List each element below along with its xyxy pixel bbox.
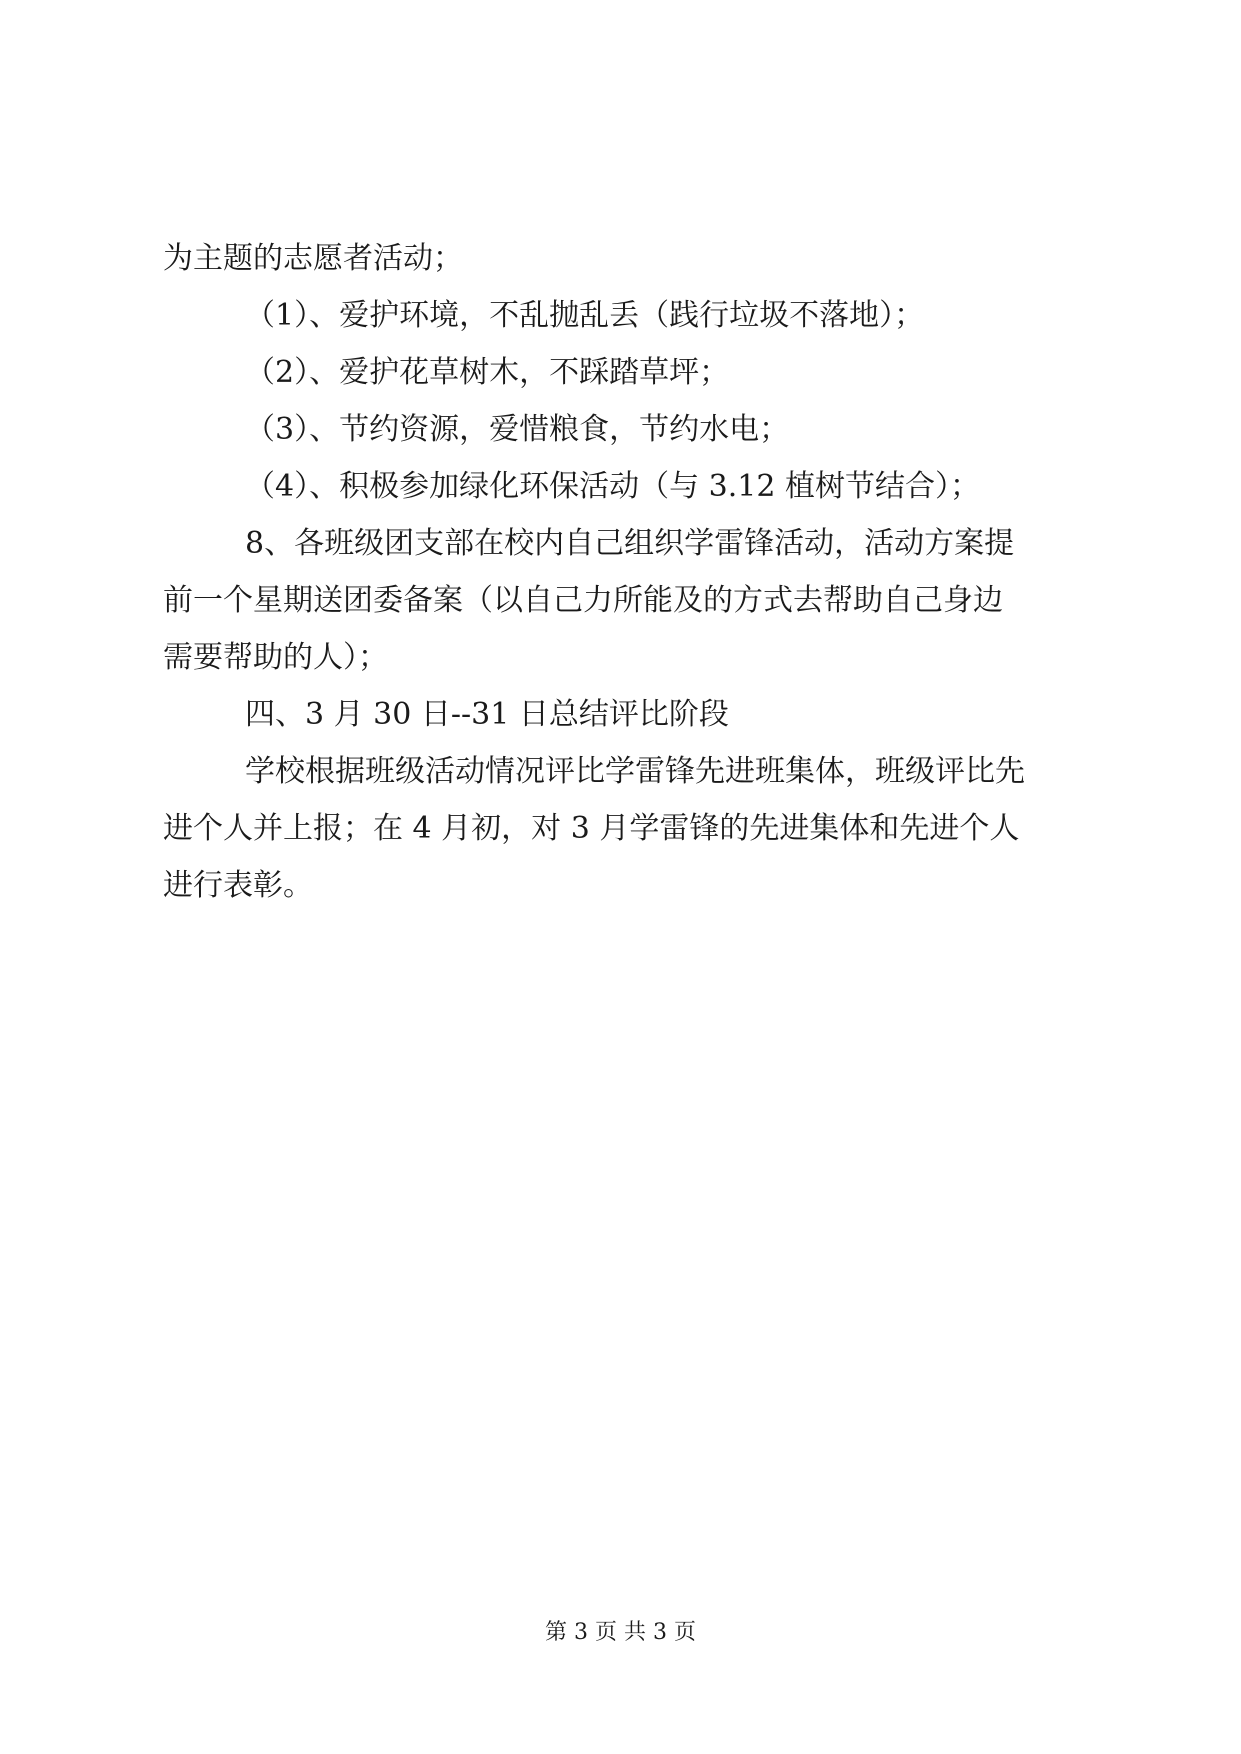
paragraph-line: 进行表彰。 bbox=[163, 868, 313, 903]
text-line: 为主题的志愿者活动； bbox=[163, 241, 463, 276]
paragraph-line: 进个人并上报；在 4 月初，对 3 月学雷锋的先进集体和先进个人 bbox=[163, 811, 1020, 846]
paragraph-line: 需要帮助的人）； bbox=[163, 640, 388, 675]
list-item: （3）、节约资源，爱惜粮食，节约水电； bbox=[245, 412, 790, 447]
paragraph-line: 学校根据班级活动情况评比学雷锋先进班集体，班级评比先 bbox=[245, 754, 1025, 789]
paragraph-line: 前一个星期送团委备案（以自己力所能及的方式去帮助自己身边 bbox=[163, 583, 1003, 618]
section-heading: 四、3 月 30 日--31 日总结评比阶段 bbox=[245, 697, 729, 732]
list-item: （1）、爱护环境，不乱抛乱丢（践行垃圾不落地）； bbox=[245, 298, 925, 333]
paragraph-line: 8、各班级团支部在校内自己组织学雷锋活动，活动方案提 bbox=[245, 526, 1015, 561]
list-item: （2）、爱护花草树木，不踩踏草坪； bbox=[245, 355, 730, 390]
list-item: （4）、积极参加绿化环保活动（与 3.12 植树节结合）； bbox=[245, 469, 980, 504]
document-body bbox=[163, 230, 1083, 914]
page-number-footer: 第 3 页 共 3 页 bbox=[545, 1620, 696, 1645]
